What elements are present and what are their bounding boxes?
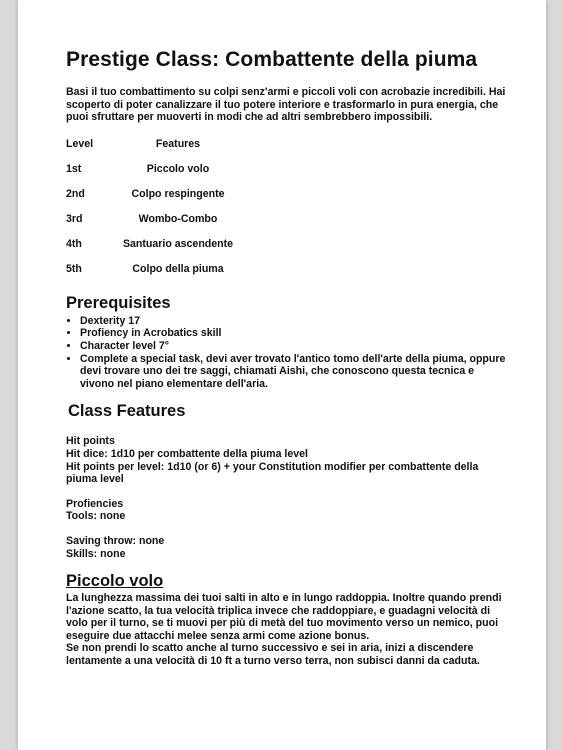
- hp-per-level-text: Hit points per level: 1d10 (or 6) + your Constitution modifier per combattente della piuma level: [66, 460, 479, 486]
- table-row: [66, 188, 506, 213]
- piccolo-volo-paragraph-2: Se non prendi lo scatto anche al turno successivo e sei in aria, inizi a discendere lentamente a una velocità di 10 ft a turno verso terra, non subisci danni da caduta.: [66, 642, 480, 668]
- table-row: [66, 263, 506, 288]
- list-item: • Character level 7°: [80, 340, 506, 353]
- levels-table: [66, 138, 506, 288]
- level-cell: 5th: [66, 262, 82, 275]
- piccolo-volo-heading: Piccolo volo: [66, 572, 164, 591]
- table-row: [66, 238, 506, 263]
- document-content: [66, 48, 506, 668]
- list-item: • Dexterity 17: [80, 315, 506, 328]
- skills-text: Skills: none: [66, 547, 126, 560]
- prerequisites-heading: Prerequisites: [66, 293, 171, 312]
- level-cell: 3rd: [66, 212, 83, 225]
- feature-cell: Santuario ascendente: [122, 237, 234, 250]
- spacer: [66, 486, 506, 498]
- prerequisites-list: [66, 315, 506, 391]
- hit-dice-text: Hit dice: 1d10 per combattente della piuma level: [66, 447, 308, 460]
- feature-cell: Wombo-Combo: [138, 212, 218, 225]
- level-cell: 2nd: [66, 187, 85, 200]
- levels-table-header: [66, 138, 506, 163]
- list-item: • Profiency in Acrobatics skill: [80, 327, 506, 340]
- document-page: [18, 0, 546, 750]
- class-features-heading: Class Features: [68, 402, 186, 421]
- list-item: • Complete a special task, devi aver trovato l'antico tomo dell'arte della piuma, oppure devi trovare uno dei tre saggi, chiamati Aishi, che conoscono questa tecnica e vivono nel piano elementare dell'aria.: [80, 353, 506, 391]
- feature-cell: Piccolo volo: [146, 162, 210, 175]
- intro-paragraph: Basi il tuo combattimento su colpi senz'armi e piccoli voli con acrobazie incredibili. Hai scoperto di poter canalizzare il tuo potere interiore e trasformarlo in pura energia, che puoi sfruttare per muoverti in modi che ad altri sembrebbero impossibili.: [66, 86, 506, 124]
- page-title: Prestige Class: Combattente della piuma: [66, 48, 478, 71]
- hit-points-label: Hit points: [66, 435, 115, 448]
- saving-throw-text: Saving throw: none: [66, 534, 165, 547]
- tools-text: Tools: none: [66, 510, 126, 523]
- level-cell: 4th: [66, 237, 82, 250]
- table-row: [66, 213, 506, 238]
- level-header: Level: [66, 137, 94, 150]
- table-row: [66, 163, 506, 188]
- spacer: [66, 523, 506, 535]
- feature-cell: Colpo della piuma: [132, 262, 224, 275]
- features-header: Features: [155, 137, 201, 150]
- level-cell: 1st: [66, 162, 82, 175]
- proficiencies-label: Profiencies: [66, 497, 124, 510]
- feature-cell: Colpo respingente: [131, 187, 225, 200]
- piccolo-volo-paragraph-1: La lunghezza massima dei tuoi salti in alto e in lungo raddoppia. Inoltre quando prendi l'azione scatto, la tua velocità triplica invece che raddoppiare, e guadagni velocità di volo per il turno, se ti muovi per più di metà del tuo movimento verso un nemico, puoi eseguire due attacchi melee senza armi come azione bonus.: [66, 592, 502, 642]
